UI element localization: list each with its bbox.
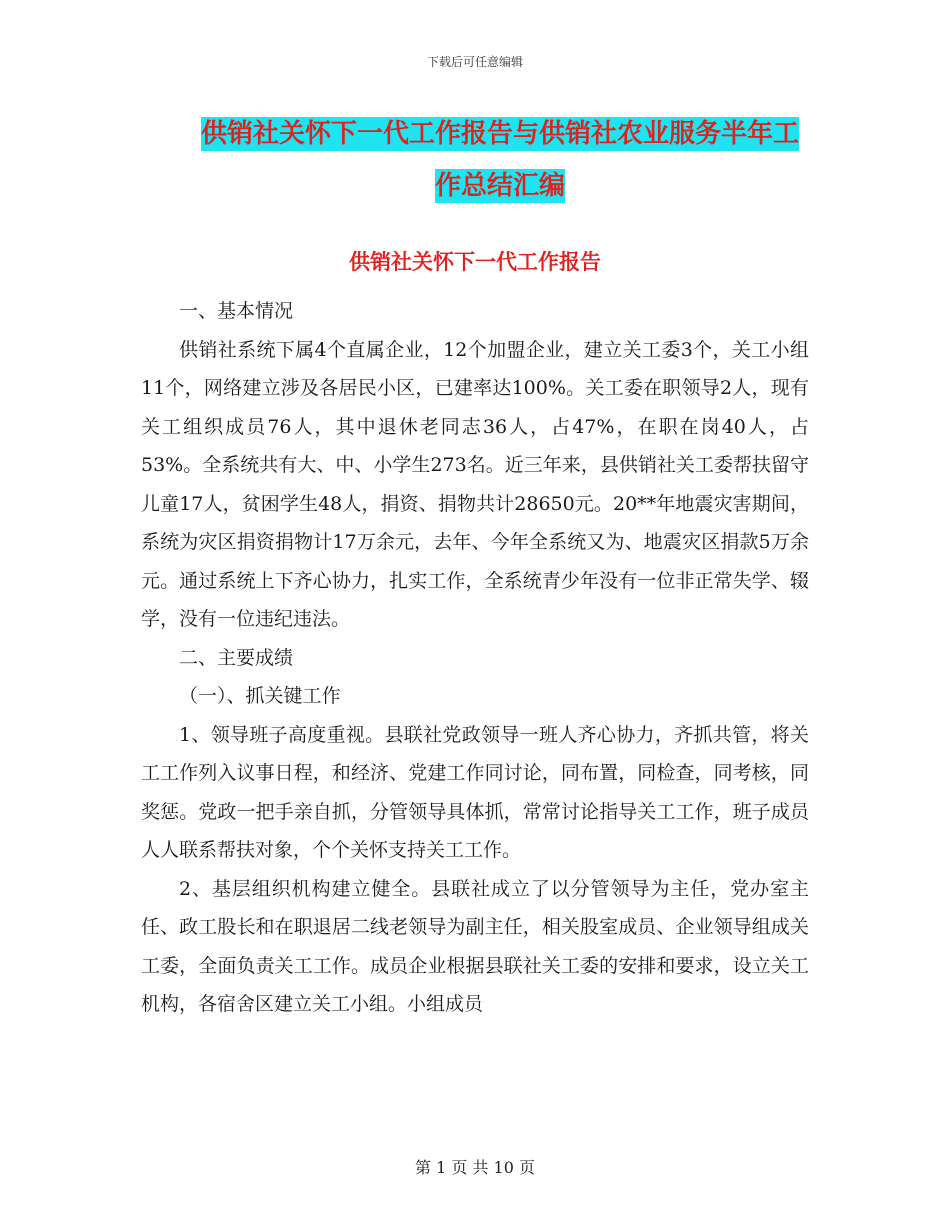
document-body [141, 292, 809, 1024]
header-note: 下载后可任意编辑 [426, 55, 523, 69]
page-number: 第 1 页 共 10 页 [415, 1158, 535, 1177]
main-title-line1: 供销社关怀下一代工作报告与供销社农业服务半年工 [200, 119, 799, 149]
section-title: 供销社关怀下一代工作报告 [349, 250, 601, 274]
paragraph-organization: 2、基层组织机构建立健全。县联社成立了以分管领导为主任，党办室主任、政工股长和在职退居二线老领导为副主任，相关股室成员、企业领导组成关工委，全面负责关工工作。成员企业根据县联社关工委的安排和要求，设立关工机构，各宿舍区建立关工小组。小组成员 [141, 877, 809, 1015]
paragraph-basic-situation: 供销社系统下属4个直属企业，12个加盟企业，建立关工委3个，关工小组11个，网络建立涉及各居民小区，已建率达100%。关工委在职领导2人，现有关工组织成员76人，其中退休老同志36人，占47%，在职在岗40人，占53%。全系统共有大、中、小学生273名。近三年来，县供销社关工委帮扶留守儿童17人，贫困学生48人，捐资、捐物共计28650元。20**年地震灾害期间，系统为灾区捐资捐物计17万余元，去年、今年全系统又为、地震灾区捐款5万余元。通过系统上下齐心协力，扎实工作，全系统青少年没有一位非正常失学、辍学，没有一位违纪违法。 [141, 338, 809, 630]
heading-basic-situation: 一、基本情况 [179, 300, 294, 322]
main-title-line2: 作总结汇编 [434, 171, 565, 201]
main-title [180, 108, 820, 212]
heading-main-achievements: 二、主要成绩 [179, 646, 294, 669]
subheading-key-work: （一）、抓关键工作 [179, 685, 341, 707]
paragraph-leadership: 1、领导班子高度重视。县联社党政领导一班人齐心协力，齐抓共管，将关工工作列入议事日程，和经济、党建工作同讨论，同布置，同检查，同考核，同奖惩。党政一把手亲自抓，分管领导具体抓，常常讨论指导关工工作，班子成员人人联系帮扶对象，个个关怀支持关工工作。 [141, 723, 809, 861]
